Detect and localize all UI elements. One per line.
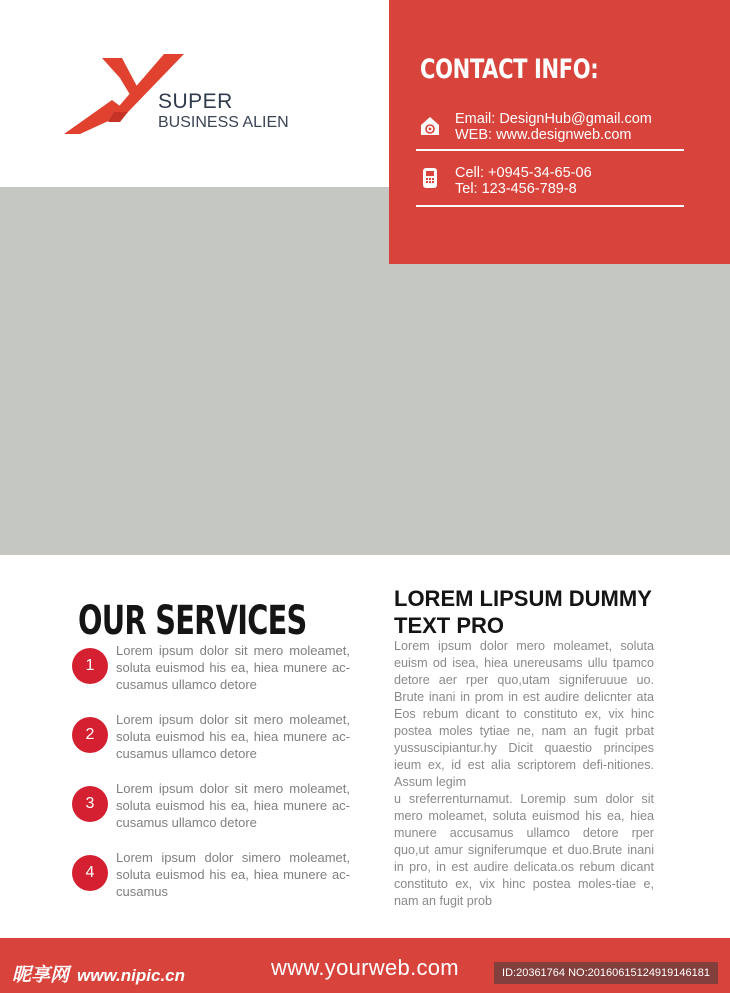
- email-house-icon: [420, 115, 440, 137]
- contact-divider: [416, 149, 684, 151]
- company-logo: [62, 52, 322, 142]
- contact-web[interactable]: WEB: www.designweb.com: [455, 127, 632, 143]
- logo-title: SUPER: [158, 90, 233, 113]
- article-paragraph: Lorem ipsum dolor mero moleamet, soluta euism od isea, hiea unereusams ullu tpamco detore aer rper quo,utam signiferuuue uo. Brute inani in prom in est audire delicnter ata Eos rebum dicant to constituto ex, vix hinc postea moles tytiae ne, nam an fugit prbat yussuscipiantur.hy Dicit quaestio principes ieum ex, id est alia scriptorem defi-nitiones. Assum legim: [394, 639, 654, 789]
- contact-tel: Tel: 123-456-789-8: [455, 181, 577, 197]
- service-number-badge: 4: [72, 855, 108, 891]
- service-number-badge: 1: [72, 648, 108, 684]
- article-body: [394, 638, 654, 910]
- footer-bar: [0, 938, 730, 993]
- footer-url[interactable]: www.yourweb.com: [271, 955, 459, 980]
- contact-email[interactable]: Email: DesignHub@gmail.com: [455, 111, 652, 127]
- contact-panel: [389, 0, 730, 264]
- article-paragraph: u sreferrenturnamut. Loremip sum dolor sit mero moleamet, soluta euismod his ea, hiea munere accusamus ullamco detore rper quo,ut amur signiferumque et duo.Brute inani in pro, in est audire delicata.os rebum dicant constituto ex, vix hinc postea moles-tiae e, nam an fugit prob: [394, 792, 654, 908]
- service-text: Lorem ipsum dolor sit mero moleamet, soluta euismod his ea, hiea munere ac-cusamus ullamco detore: [116, 643, 350, 692]
- watermark-site[interactable]: www.nipic.cn: [77, 966, 186, 985]
- contact-title: CONTACT INFO:: [420, 54, 599, 85]
- services-title: OUR SERVICES: [78, 598, 307, 644]
- contact-cell: Cell: +0945-34-65-06: [455, 165, 592, 181]
- service-text: Lorem ipsum dolor sit mero moleamet, soluta euismod his ea, hiea munere ac-cusamus ullamco detore: [116, 781, 350, 830]
- service-number-badge: 2: [72, 717, 108, 753]
- watermark-id: ID:20361764 NO:20160615124919146181: [494, 962, 718, 984]
- service-number-badge: 3: [72, 786, 108, 822]
- logo-subtitle: BUSINESS ALIEN: [158, 114, 289, 131]
- contact-divider: [416, 205, 684, 207]
- service-text: Lorem ipsum dolor simero moleamet, soluta euismod his ea, hiea munere ac-cusamus: [116, 850, 350, 899]
- article-title: LOREM LIPSUM DUMMY TEXT PRO: [394, 586, 652, 638]
- watermark-cn: 昵享网: [12, 965, 70, 986]
- service-text: Lorem ipsum dolor sit mero moleamet, soluta euismod his ea, hiea munere ac-cusamus ullamco detore: [116, 712, 350, 761]
- phone-icon: [420, 167, 440, 189]
